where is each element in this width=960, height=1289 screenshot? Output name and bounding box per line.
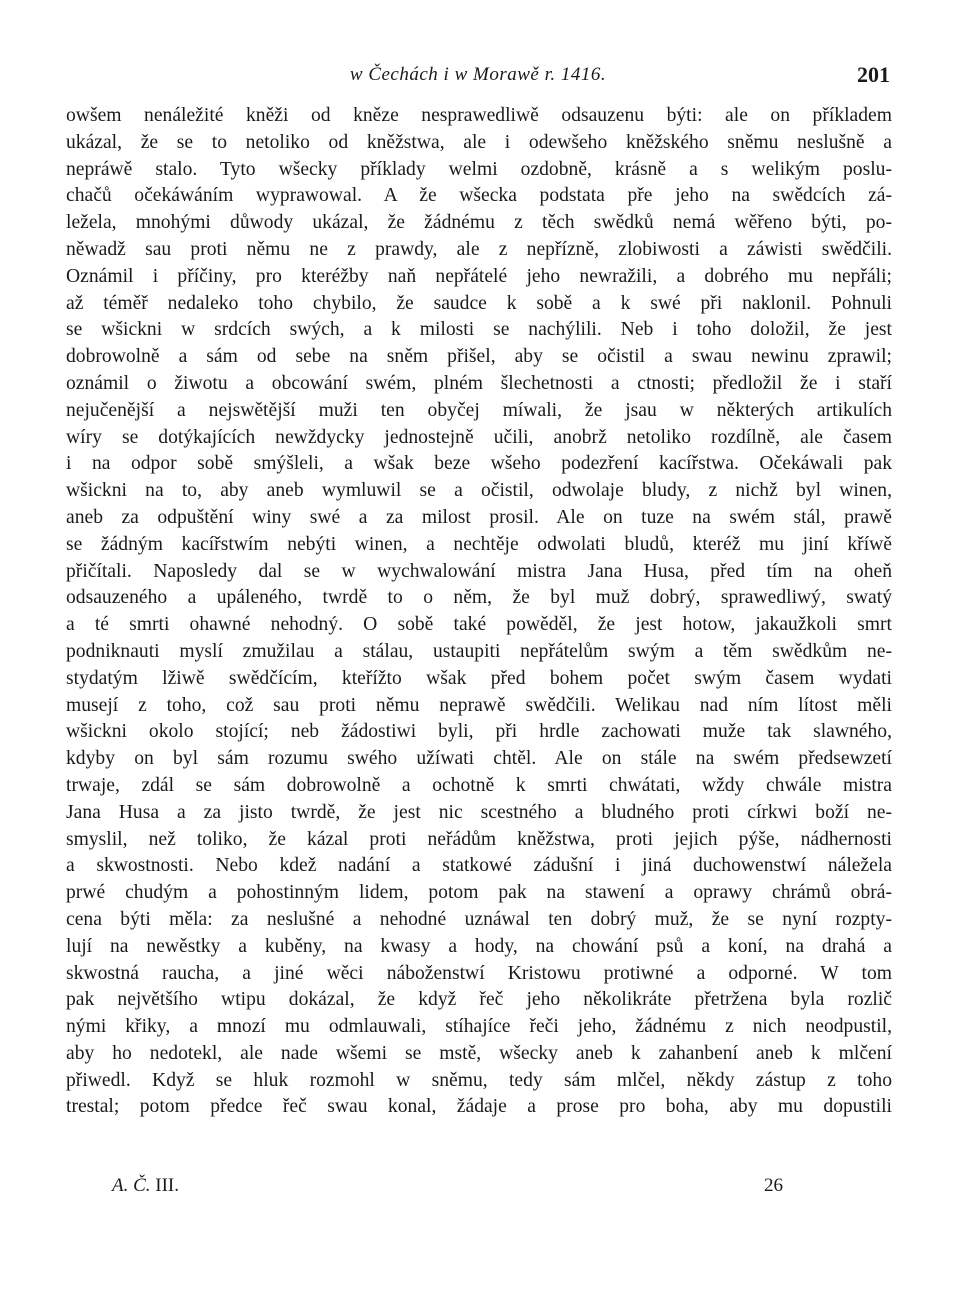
- text-line: nejučenější a nejswětější muži ten obyčej míwali, že jsau w některých artikulích: [66, 399, 892, 421]
- text-line: ukázal, že se to netoliko od kněžstwa, ale i odewšeho kněžského sněmu neslušně a: [66, 131, 892, 153]
- text-line: prwé chudým a pohostinným lidem, potom pak na stawení a oprawy chrámů obrá-: [66, 882, 892, 904]
- text-line: wšickni okolo stojící; neb žádostiwi byli, při hrdle zachowati muže tak slawného,: [66, 721, 892, 743]
- text-line: aneb za odpuštění winy swé a za milost prosil. Ale on tuze na swém stál, prawě: [66, 506, 892, 528]
- text-line: lují na newěstky a kuběny, na kwasy a hody, na chowání psů a koní, na drahá a: [66, 935, 892, 957]
- text-line: musejí z toho, což sau proti němu neprawě swědčili. Welikau nad ním lítost měli: [66, 694, 892, 716]
- text-line: až téměř nedaleko toho chybilo, že saudce k sobě a k swé při naklonil. Pohnuli: [66, 292, 892, 314]
- text-line: stydatým lžiwě swědčícím, kteřížto wšak před bohem počet swým časem wydati: [66, 667, 892, 689]
- signature-number: 26: [764, 1175, 783, 1196]
- text-line: se wšickni w srdcích swých, a k milosti se nachýlili. Neb i toho doložil, že jest: [66, 319, 892, 341]
- text-line: nými křiky, a mnozí mu odmlauwali, stíhajíce řeči jeho, žádnému z nich neodpustil,: [66, 1016, 892, 1038]
- text-line: trwaje, zdál se sám dobrowolně a ochotně k smrti chwátati, wždy chwále mistra: [66, 774, 892, 796]
- text-line: smyslil, než toliko, že kázal proti neřádům kněžstwa, proti jejich pýše, nádhernosti: [66, 828, 892, 850]
- running-title: w Čechách i w Morawě r. 1416.: [349, 64, 607, 85]
- text-line: nepráwě stalo. Tyto wšecky příklady welmi ozdobně, krásně a s welikým poslu-: [66, 158, 892, 180]
- signature-italic: A. Č.: [112, 1175, 151, 1196]
- text-line: cena býti měla: za neslušné a nehodné uznáwal ten dobrý muž, že se nyní rozpty-: [66, 908, 892, 930]
- page-footer: [66, 1175, 892, 1201]
- text-line: přičítali. Naposledy dal se w wychwalowání mistra Jana Husa, před tím na oheň: [66, 560, 892, 582]
- text-line: odsauzeného a upáleného, twrdě to o něm, že byl muž dobrý, sprawedliwý, swatý: [66, 587, 892, 609]
- body-text: [66, 103, 892, 1121]
- text-line: podniknauti myslí zmužilau a stálau, ustaupiti nepřátelům swým a těm swědkům ne-: [66, 640, 892, 662]
- text-line: Jana Husa a za jisto twrdě, že jest nic scestného a bludného proti církwi boží ne-: [66, 801, 892, 823]
- text-line: aby ho nedotekl, ale nade wšemi se mstě, wšecky aneb k zahanbení aneb k mlčení: [66, 1042, 892, 1064]
- text-line: něwadž sau proti němu ne z prawdy, ale z nepřízně, zlobiwosti a záwisti swědčili.: [66, 238, 892, 260]
- text-line: wíry se dotýkajících newždycky jednostejně učili, anobrž netoliko rozdílně, ale časem: [66, 426, 892, 448]
- text-line: a té smrti ohawné nehodný. O sobě také powěděl, že jest hotow, jakaužkoli smrt: [66, 614, 892, 636]
- signature-roman: III.: [155, 1175, 180, 1196]
- text-line: trestal; potom předce řeč swau konal, žádaje a prose pro boha, aby mu dopustili: [66, 1096, 892, 1118]
- text-line: se žádným kacířstwím nebýti winen, a nechtěje odwolati bludů, kteréž mu jiní kříwě: [66, 533, 892, 555]
- text-line: kdyby on byl sám rozumu swého užíwati chtěl. Ale on stále na swém předsewzetí: [66, 748, 892, 770]
- text-line: i na odpor sobě smýšleli, a wšak beze wšeho podezření kacířstwa. Očekáwali pak: [66, 453, 892, 475]
- text-line: owšem nenáležité kněži od kněze nesprawedliwě odsauzenu býti: ale on příkladem: [66, 105, 892, 126]
- text-line: přiwedl. Když se hluk rozmohl w sněmu, tedy sám mlčel, někdy zástup z toho: [66, 1069, 892, 1091]
- text-line: a skwostnosti. Nebo kdež nadání a statkowé zádušní i jiná duchowenstwí náležela: [66, 855, 892, 877]
- running-head: [66, 64, 890, 90]
- text-line: Oznámil i příčiny, pro kteréžby naň nepřátelé jeho newražili, a dobrého mu nepřáli;: [66, 265, 892, 287]
- text-line: oznámil o žiwotu a obcowání swém, plném šlechetnosti a ctnosti; předložil že i staří: [66, 372, 892, 394]
- text-line: skwostná raucha, a jiné wěci náboženstwí Kristowu protiwné a odporné. W tom: [66, 962, 892, 984]
- text-line: ležela, mnohými důwody ukázal, že žádnému z těch swědků nemá wěřeno býti, po-: [66, 212, 892, 234]
- text-line: wšickni na to, aby aneb wymluwil se a očistil, odwolaje bludy, z nichž byl winen,: [66, 480, 892, 502]
- text-line: chačů očekáwáním wyprawowal. A že wšecka podstata pře jeho na swědcích zá-: [66, 185, 892, 207]
- text-line: dobrowolně a sám od sebe na sněm přišel, aby se očistil a swau newinu zprawil;: [66, 346, 892, 368]
- text-line: pak největšího wtipu dokázal, že když řeč jeho několikráte přetržena byla rozlič: [66, 989, 892, 1011]
- signature-mark: [112, 1175, 179, 1197]
- page-number: 201: [857, 62, 890, 87]
